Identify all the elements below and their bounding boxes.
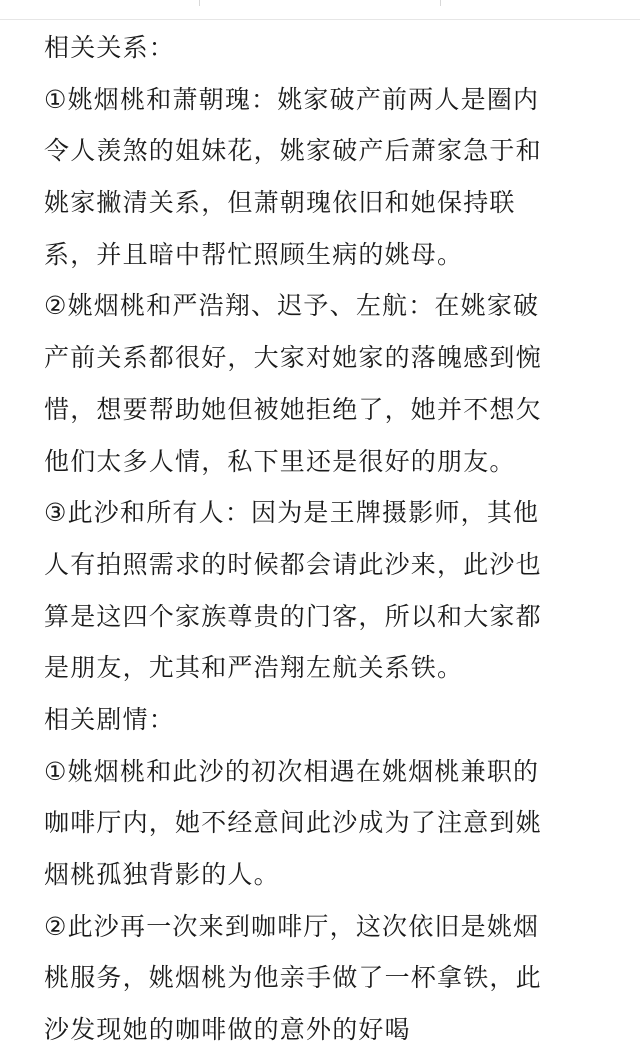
text-line: 桃服务，姚烟桃为他亲手做了一杯拿铁，此 — [44, 963, 542, 993]
article-body — [44, 22, 594, 1056]
text-line: ②姚烟桃和严浩翔、迟予、左航：在姚家破 — [44, 291, 540, 321]
text-line: 烟桃孤独背影的人。 — [44, 860, 280, 889]
text-line: 咖啡厅内，她不经意间此沙成为了注意到姚 — [44, 808, 542, 838]
text-line: 他们太多人情，私下里还是很好的朋友。 — [44, 446, 516, 476]
top-divider — [0, 19, 640, 20]
text-line: ③此沙和所有人：因为是王牌摄影师，其他 — [44, 498, 540, 528]
section-heading-relations: 相关关系： — [44, 33, 176, 62]
text-line: ②此沙再一次来到咖啡厅，这次依旧是姚烟 — [44, 911, 540, 941]
text-line: 人有拍照需求的时候都会请此沙来，此沙也 — [44, 549, 542, 579]
text-line: 惜，想要帮助她但被她拒绝了，她并不想欠 — [44, 394, 542, 424]
section-heading-plot: 相关剧情： — [44, 704, 176, 734]
text-line: 令人羡煞的姐妹花，姚家破产后萧家急于和 — [44, 136, 542, 166]
text-line: ①姚烟桃和此沙的初次相遇在姚烟桃兼职的 — [44, 756, 540, 786]
text-line: 产前关系都很好，大家对她家的落魄感到惋 — [44, 343, 542, 373]
top-tick-mark — [440, 0, 441, 6]
text-line: 是朋友，尤其和严浩翔左航关系铁。 — [44, 653, 464, 683]
text-line: 沙发现她的咖啡做的意外的好喝 — [44, 1015, 411, 1045]
top-tick-mark — [199, 0, 200, 6]
text-line: 系，并且暗中帮忙照顾生病的姚母。 — [44, 239, 464, 269]
text-line: 算是这四个家族尊贵的门客，所以和大家都 — [44, 601, 542, 631]
text-line: 姚家撇清关系，但萧朝瑰依旧和她保持联 — [44, 188, 516, 218]
text-line: ①姚烟桃和萧朝瑰：姚家破产前两人是圈内 — [44, 84, 540, 114]
